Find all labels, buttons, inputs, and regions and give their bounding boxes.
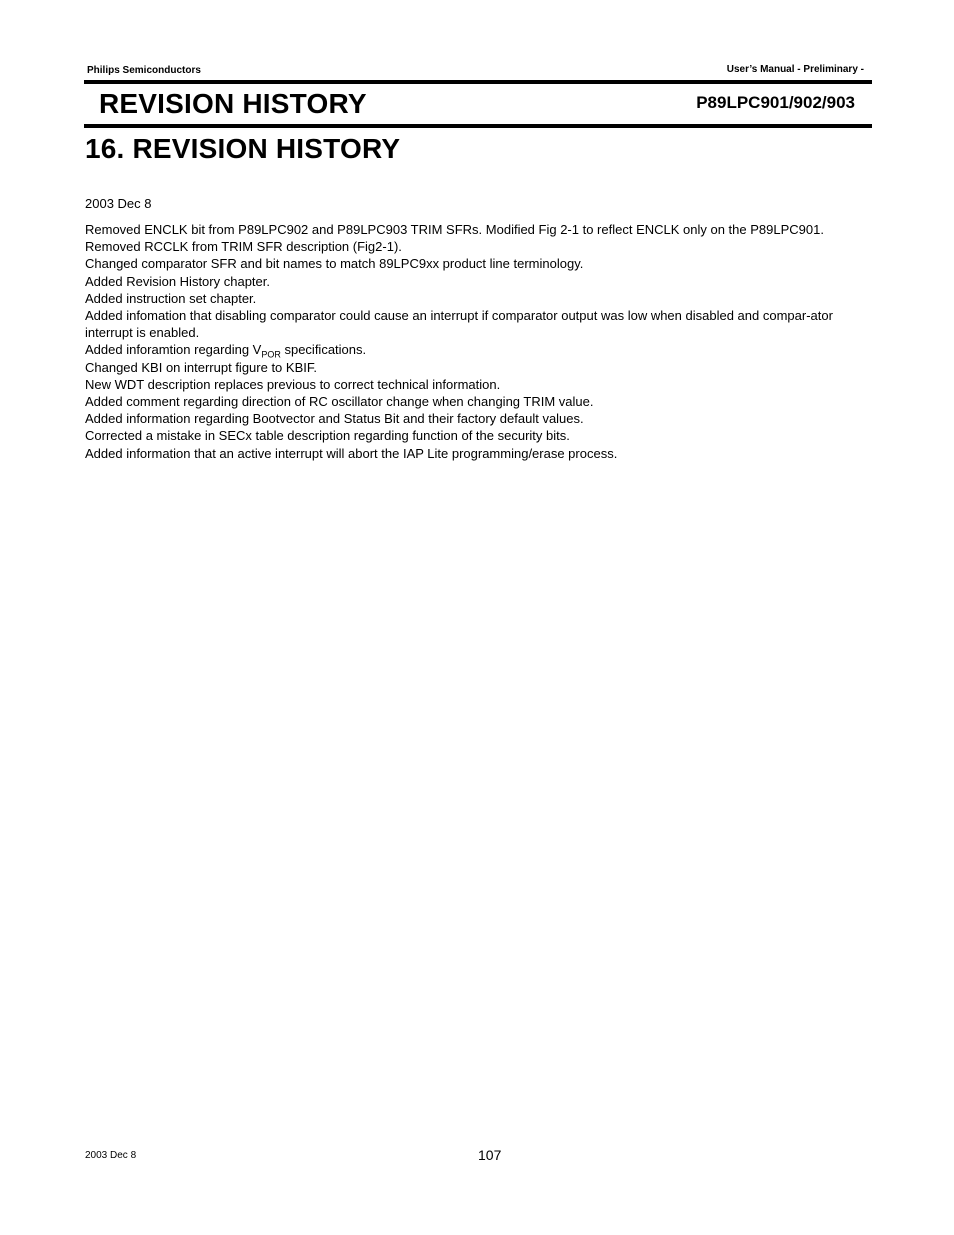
change-item: Added information that an active interrupt will abort the IAP Lite programming/erase process. xyxy=(85,445,618,461)
change-item: Removed ENCLK bit from P89LPC902 and P89LPC903 TRIM SFRs. Modified Fig 2-1 to reflect ENCLK only on the P89LPC901. Removed RCCLK from TRIM SFR description (Fig2-1). xyxy=(85,222,824,255)
part-number: P89LPC901/902/903 xyxy=(696,93,855,112)
change-item: New WDT description replaces previous to correct technical information. xyxy=(85,376,501,392)
change-list xyxy=(85,221,871,462)
change-item: Added infomation that disabling comparator could cause an interrupt if comparator output was low when disabled and compar-ator interrupt is enabled. xyxy=(85,308,833,341)
company-name: Philips Semiconductors xyxy=(87,65,201,76)
change-item: Added instruction set chapter. xyxy=(85,290,257,306)
change-item: Changed KBI on interrupt figure to KBIF. xyxy=(85,359,317,375)
change-item: Corrected a mistake in SECx table description regarding function of the security bits. xyxy=(85,428,570,444)
change-item: Changed comparator SFR and bit names to match 89LPC9xx product line terminology. xyxy=(85,256,584,272)
change-item: Added information regarding Bootvector and Status Bit and their factory default values. xyxy=(85,411,584,427)
document-type: User’s Manual - Preliminary - xyxy=(726,64,864,75)
header-rule-top xyxy=(84,80,872,84)
revision-date: 2003 Dec 8 xyxy=(85,196,152,211)
header-title: REVISION HISTORY xyxy=(99,88,367,119)
footer-date: 2003 Dec 8 xyxy=(85,1150,137,1161)
section-title: 16. REVISION HISTORY xyxy=(85,133,401,164)
subscript-text: POR xyxy=(261,350,281,361)
change-text: Added inforamtion regarding V xyxy=(85,342,262,358)
page-number: 107 xyxy=(478,1147,502,1163)
change-item: Added comment regarding direction of RC oscillator change when changing TRIM value. xyxy=(85,394,594,410)
header-rule-bottom xyxy=(84,124,872,128)
change-text: specifications. xyxy=(280,342,367,358)
change-item: Added Revision History chapter. xyxy=(85,273,270,289)
change-item xyxy=(85,341,871,361)
